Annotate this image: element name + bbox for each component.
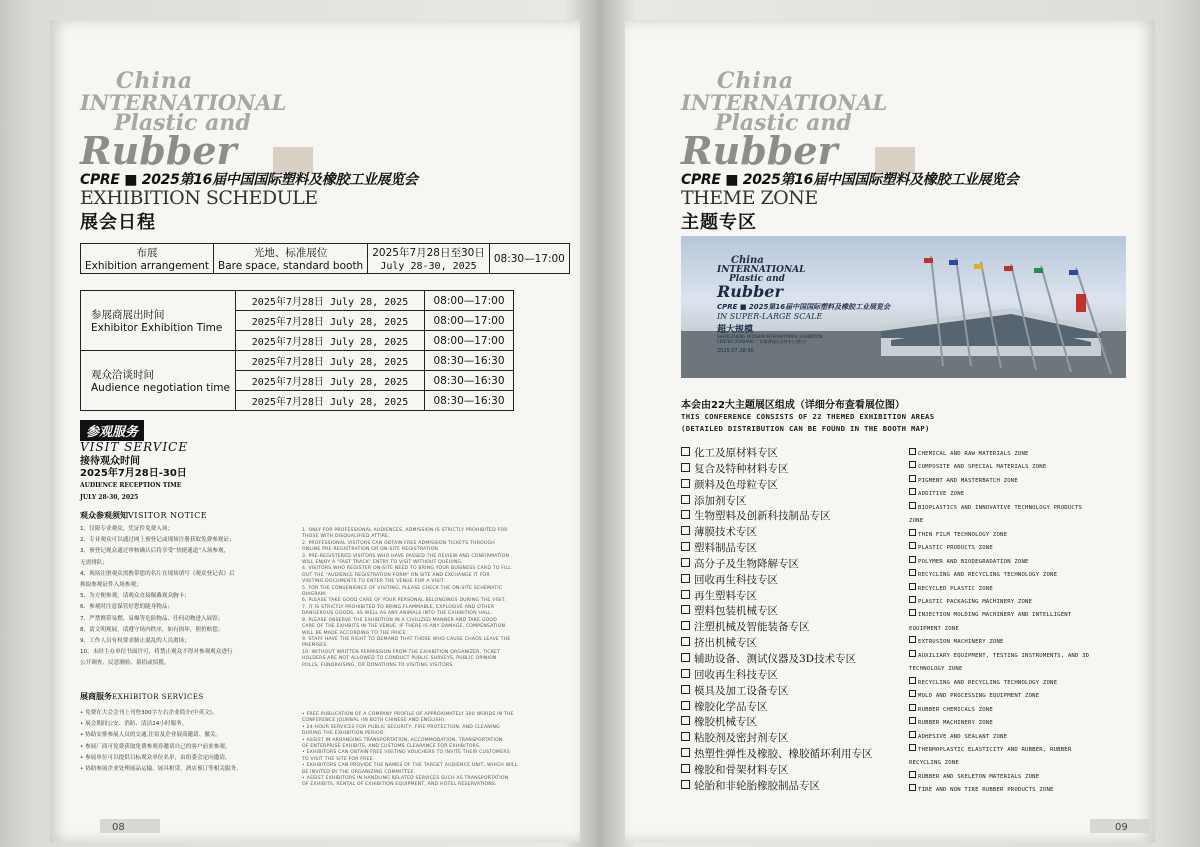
exhibitor-services-cn — [80, 708, 295, 775]
zone-list-cn — [681, 446, 911, 795]
visitor-notice-cn — [80, 524, 295, 670]
checkbox-icon — [681, 701, 690, 710]
zone-item-en — [909, 757, 1139, 770]
service-line: • 参展单位可以提供目标观众单位名单，由组委会定向邀请。 — [80, 754, 231, 761]
notice-line: 6、参观时注意保管好您的随身物品； — [80, 604, 174, 611]
zone-intro-en-line-2: (DETAILED DISTRIBUTION CAN BE FOUND IN THE BOOTH MAP) — [681, 424, 930, 433]
table-cell-time: 08:00—17:00 — [425, 331, 514, 351]
arrange-label: 布展 Exhibition arrangement — [81, 244, 214, 274]
notice-line: 公开调查、民意测验、募捐或招揽。 — [80, 660, 170, 667]
service-line: • 协助安排参展人员的交通,住宿及企业展商邀请、撤关。 — [80, 732, 222, 739]
notice-line-en: HOLDERS ARE NOT ALLOWED TO CONDUCT PUBLIC SURVEYS, PUBLIC OPINION — [302, 656, 497, 662]
notice-line: 1、仅限专业观众，凭证件免费入场； — [80, 526, 174, 532]
notice-line: 7、严禁携带易燃、易爆等危险物品、任何动物进入展馆； — [80, 615, 224, 622]
zone-item-label: 高分子及生物降解专区 — [694, 557, 799, 570]
service-line-en: OF ENTERPRISE EXHIBITS, AND CUSTOMS CLEARANCE FOR EXHIBITORS. — [302, 744, 481, 750]
notice-line-en: THOSE WITH DISQUALIFIED ATTIRE. — [302, 534, 390, 540]
zone-item — [681, 763, 911, 779]
checkbox-icon — [681, 605, 690, 614]
brand-line-4: Rubber — [681, 128, 838, 173]
exhibitor-services-en — [302, 712, 532, 789]
zone-item — [681, 636, 911, 652]
banner-tagline-cn: 超大规模 — [717, 325, 754, 335]
notice-line-en: 4. VISITORS WHO REGISTER ON-SITE NEED TO BRING YOUR BUSINESS CARD TO FILL — [302, 566, 512, 572]
checkbox-icon — [909, 461, 916, 468]
audience-label: 观众洽谈时间 Audience negotiation time — [81, 351, 236, 411]
checkbox-icon — [681, 621, 690, 630]
zone-item — [681, 684, 911, 700]
notice-line: 2、专业观众可以通过网上预登记或现场注册获取免费参观证； — [80, 537, 235, 544]
zone-item-en-label: RUBBER CHEMICALS ZONE — [918, 706, 993, 713]
zone-item-en — [909, 771, 1139, 784]
arrangement-table — [80, 243, 570, 274]
zone-item-en-label: ZONE — [909, 518, 924, 525]
zone-item — [681, 652, 911, 668]
zone-item-en-label: TECHNOLOGY ZONE — [909, 666, 963, 673]
service-line-en: CONFERENCE JOURNAL (IN BOTH CHINESE AND ENGLISH). — [302, 718, 446, 724]
zone-item-en-label: RECYCLING AND RECYCLING TECHNOLOGY ZONE — [918, 572, 1058, 579]
notice-line-en: DIAGRAM. — [302, 592, 327, 598]
zone-item-en — [909, 556, 1139, 569]
zone-intro-en-line-1: THIS CONFERENCE CONSISTS OF 22 THEMED EXHIBITION AREAS — [681, 412, 935, 421]
zone-item — [681, 446, 911, 462]
checkbox-icon — [909, 731, 916, 738]
checkbox-icon — [681, 764, 690, 773]
zone-item-en-label: EXTRUSION MACHINERY ZONE — [918, 639, 1004, 646]
zone-item-en-label: MOLD AND PROCESSING EQUIPMENT ZONE — [918, 693, 1040, 700]
section-title-en: THEME ZONE — [681, 187, 818, 209]
zone-item-en — [909, 650, 1139, 663]
notice-line-en: 1. ONLY FOR PROFESSIONAL AUDIENCES, ADMISSION IS STRICTLY PROHIBITED FOR — [302, 528, 508, 533]
banner-exhibition-name: CPRE ■ 2025第16届中国国际塑料及橡胶工业展览会 — [717, 303, 891, 311]
checkbox-icon — [681, 558, 690, 567]
banner-date: 2025.07.28-30 — [717, 348, 754, 354]
zone-item-label: 生物塑料及创新科技制品专区 — [694, 510, 831, 523]
zone-item-en-label: ADDITIVE ZONE — [918, 491, 965, 498]
banner-line-3: Plastic and — [729, 274, 785, 284]
brand-line-3: Plastic and — [114, 110, 251, 136]
section-title-en: EXHIBITION SCHEDULE — [80, 187, 318, 209]
checkbox-icon — [681, 637, 690, 646]
zone-item-label: 轮胎和非轮胎橡胶制品专区 — [694, 779, 820, 792]
zone-item-en — [909, 448, 1139, 461]
notice-line-en: ONLINE PRE-REGISTRATION OR ON-SITE REGISTRATION. — [302, 547, 440, 553]
notice-line-en: CARE OF THE EXHIBITS IN THE VENUE. IF THERE IS ANY DAMAGE, COMPENSATION — [302, 624, 506, 630]
checkbox-icon — [681, 479, 690, 488]
checkbox-icon — [909, 569, 916, 576]
service-line: • 展会期间公安、消防、清洁24小时服务。 — [80, 721, 188, 728]
zone-item-en-label: THIN FILM TECHNOLOGY ZONE — [918, 531, 1008, 538]
timing-table — [80, 290, 514, 411]
section-title-cn: 展会日程 — [80, 212, 156, 233]
exhibitor-label: 参展商展出时间 Exhibitor Exhibition Time — [81, 291, 236, 351]
zone-item-label: 回收再生科技专区 — [694, 668, 778, 681]
notice-line: 8、请文明观展，请遵守场内秩序，如有损坏，照价赔偿； — [80, 626, 224, 633]
zone-item — [681, 557, 911, 573]
zone-item-en — [909, 690, 1139, 703]
zone-item-label: 化工及原材料专区 — [694, 447, 778, 459]
checkbox-icon — [681, 542, 690, 551]
service-line-en: DURING THE EXHIBITION PERIOD. — [302, 731, 386, 737]
zone-item-en-label: RECYCLING ZONE — [909, 760, 959, 767]
zone-item — [681, 525, 911, 541]
zone-item-en — [909, 744, 1139, 757]
visit-service-title: VISIT SERVICE — [80, 440, 189, 454]
zone-item-label: 粘胶剂及密封剂专区 — [694, 732, 789, 745]
checkbox-icon — [909, 502, 916, 509]
checkbox-icon — [681, 748, 690, 757]
notice-line-en: 3. PRE-REGISTERED VISITORS WHO HAVE PASSED THE REVIEW AND CONFIRMATION — [302, 553, 510, 559]
checkbox-icon — [909, 529, 916, 536]
exhibition-name: CPRE ■ 2025第16届中国国际塑料及橡胶工业展览会 — [681, 172, 1019, 188]
visitor-notice-en — [302, 528, 532, 669]
zone-item-en-label: RECYCLING AND RECYCLING TECHNOLOGY ZONE — [918, 679, 1058, 686]
zone-item-en-label: RECYCLED PLASTIC ZONE — [918, 585, 993, 592]
zone-item — [681, 620, 911, 636]
zone-item-label: 模具及加工设备专区 — [694, 684, 789, 697]
zone-item-en-label: POLYMER AND BIODEGRADATION ZONE — [918, 558, 1029, 565]
zone-item — [681, 715, 911, 731]
zone-item-en-label: COMPOSITE AND SPECIAL MATERIALS ZONE — [918, 464, 1047, 471]
zone-item-en-label: CHEMICAL AND RAW MATERIALS ZONE — [918, 451, 1029, 457]
zone-item-en-label: BIOPLASTICS AND INNOVATIVE TECHNOLOGY PRODUCTS — [918, 504, 1083, 511]
banner-tagline: IN SUPER-LARGE SCALE — [717, 312, 823, 321]
zone-item-en — [909, 502, 1139, 515]
zone-item-label: 添加剂专区 — [694, 494, 747, 507]
checkbox-icon — [681, 463, 690, 472]
zone-item-en — [909, 731, 1139, 744]
banner-line-4: Rubber — [717, 282, 783, 301]
left-page — [50, 20, 580, 842]
checkbox-icon — [909, 636, 916, 643]
service-line-en: • FREE PUBLICATION OF A COMPANY PROFILE OF APPROXIMATELY 300 WORDS IN THE — [302, 712, 514, 717]
notice-line-en: WILL BE MADE ACCORDING TO THE PRICE. — [302, 630, 408, 636]
brand-line-2: INTERNATIONAL — [681, 90, 888, 115]
zone-intro-en — [681, 411, 934, 435]
notice-line-en: 9. STAFF HAVE THE RIGHT TO DEMAND THAT THOSE WHO CAUSE CHAOS LEAVE THE — [302, 636, 511, 642]
table-cell-date: 2025年7月28日 July 28, 2025 — [236, 311, 425, 331]
checkbox-icon — [681, 447, 690, 456]
notice-line-en: POLLS, FUNDRAISING, OR DONATIONS TO VISITING VISITORS. — [302, 662, 455, 668]
zone-item-label: 橡胶和骨架材料专区 — [694, 763, 789, 776]
zone-item-label: 再生塑料专区 — [694, 589, 757, 602]
notice-line-en: 10. WITHOUT WRITTEN PERMISSION FROM THE EXHIBITION ORGANIZER, TICKET — [302, 649, 501, 655]
table-cell-date: 2025年7月28日 July 28, 2025 — [236, 391, 425, 411]
service-line-en: OF EXHIBITS, RENTAL OF EXHIBITION EQUIPMENT, AND HOTEL RESERVATIONS. — [302, 782, 497, 788]
page-number: 08 — [112, 822, 125, 833]
reception-title: 接待观众时间 — [80, 456, 140, 467]
reception-block — [80, 456, 187, 504]
checkbox-icon — [909, 609, 916, 616]
checkbox-icon — [681, 510, 690, 519]
checkbox-icon — [909, 690, 916, 697]
zone-item — [681, 478, 911, 494]
zone-item-label: 注塑机械及智能装备专区 — [694, 621, 810, 634]
zone-item-en — [909, 542, 1139, 555]
zone-item — [681, 604, 911, 620]
arrange-date: 2025年7月28日至30日 July 28-30, 2025 — [368, 244, 490, 274]
notice-line-en: 7. IT IS STRICTLY PROHIBITED TO BRING FLAMMABLE, EXPLOSIVE AND OTHER — [302, 604, 495, 610]
notice-line: 10、未经主办单位书面许可，将禁止观众不得对参观观众进行 — [80, 649, 233, 656]
zone-item-en-label: INJECTION MOLDING MACHINERY AND INTELLIGENT — [918, 612, 1072, 619]
notice-line: 5、为方便参观，请观众直接佩戴观众胸卡； — [80, 593, 190, 600]
service-line-en: • ASSIST IN ARRANGING TRANSPORTATION, ACCOMMODATION, TRANSPORTATION — [302, 737, 503, 743]
zone-item — [681, 668, 911, 684]
zone-item-en-label: EQUIPMENT ZONE — [909, 625, 959, 632]
service-line: • 免费在大会会刊上刊登300字左右企业简介(中英文)。 — [80, 710, 218, 716]
checkbox-icon — [909, 704, 916, 711]
zone-item — [681, 731, 911, 747]
brand-line-1: China — [717, 68, 795, 94]
service-line: • 协助参展企业处理展品运输、展具租赁、酒店预订等相关服务。 — [80, 766, 242, 773]
notice-line-en: PREMISES. — [302, 643, 329, 649]
zone-item-en-label: PIGMENT AND MASTERBATCH ZONE — [918, 477, 1018, 484]
checkbox-icon — [909, 596, 916, 603]
notice-line: 3、预登记观众通过审核确认后将享受“快捷通道”入场参观， — [80, 548, 230, 555]
notice-line: 无需排队； — [80, 559, 108, 566]
zone-item-label: 橡胶化学品专区 — [694, 700, 768, 713]
checkbox-icon — [909, 744, 916, 751]
notice-line-en: 2. PROFESSIONAL VISITORS CAN OBTAIN FREE ADMISSION TICKETS THROUGH — [302, 540, 495, 546]
notice-line-en: WILL ENJOY A "FAST TRACK" ENTRY TO VISIT WITHOUT QUEUING. — [302, 560, 463, 566]
brand-line-1: China — [116, 68, 194, 94]
zone-item — [681, 541, 911, 557]
zone-item-en-label: AUXILIARY EQUIPMENT, TESTING INSTRUMENTS, AND 3D — [918, 652, 1090, 659]
checkbox-icon — [909, 556, 916, 563]
zone-item-label: 回收再生科技专区 — [694, 573, 778, 586]
checkbox-icon — [909, 650, 916, 657]
zone-item-en-label: RUBBER MACHINERY ZONE — [918, 720, 993, 727]
zone-item-en — [909, 663, 1139, 676]
zone-item-en — [909, 623, 1139, 636]
zone-item-en — [909, 488, 1139, 501]
zone-item-en — [909, 717, 1139, 730]
service-line-en: • EXHIBITORS CAN PROVIDE THE NAMES OF THE TARGET AUDIENCE UNIT, WHICH WILL — [302, 763, 518, 769]
checkbox-icon — [681, 716, 690, 725]
zone-item-en — [909, 596, 1139, 609]
zone-item-en — [909, 609, 1139, 622]
checkbox-icon — [681, 495, 690, 504]
zone-item-en — [909, 677, 1139, 690]
page-number: 09 — [1115, 822, 1128, 833]
table-cell-time: 08:00—17:00 — [425, 311, 514, 331]
zone-item-en-label: PLASTIC PACKAGING MACHINERY ZONE — [918, 598, 1033, 605]
notice-line-en: 6. PLEASE TAKE GOOD CARE OF YOUR PERSONAL BELONGINGS DURING THE VISIT. — [302, 598, 506, 604]
reception-title-en: AUDIENCE RECEPTION TIME — [80, 482, 182, 489]
visitor-notice-heading: 观众参观须知VISITOR NOTICE — [80, 511, 208, 520]
checkbox-icon — [909, 475, 916, 482]
zone-item-label: 塑料制品专区 — [694, 542, 757, 555]
page-number-bar — [100, 819, 160, 833]
checkbox-icon — [909, 542, 916, 549]
zone-item-label: 橡胶机械专区 — [694, 716, 757, 729]
service-line-en: • ASSIST EXHIBITORS IN HANDLING RELATED SERVICES SUCH AS TRANSPORTATION — [302, 776, 509, 782]
banner-line-1: China — [731, 255, 764, 266]
service-line-en: TO VISIT THE SITE FOR FREE. — [302, 756, 375, 762]
checkbox-icon — [909, 583, 916, 590]
checkbox-icon — [681, 574, 690, 583]
table-cell-time: 08:00—17:00 — [425, 291, 514, 311]
zone-item-en — [909, 784, 1139, 797]
section-title-cn: 主题专区 — [681, 212, 757, 233]
zone-item-en-label: PLASTIC PRODUCTS ZONE — [918, 545, 993, 552]
service-line: • 参展厂商可免费获取免费参观券邀请自己的客户前来参观。 — [80, 743, 231, 750]
zone-item-label: 复合及特种材料专区 — [694, 462, 789, 475]
notice-line: 9、工作人员有权要求制止混乱的人员离场； — [80, 638, 190, 645]
brand-line-3: Plastic and — [715, 110, 852, 136]
zone-item — [681, 509, 911, 525]
notice-line: 换取参观证件入场参观； — [80, 582, 142, 589]
checkbox-icon — [681, 653, 690, 662]
arrange-time: 08:30—17:00 — [489, 244, 569, 274]
zone-item-en — [909, 636, 1139, 649]
zone-item — [681, 747, 911, 763]
service-line-en: BE INVITED BY THE ORGANIZING COMMITTEE. — [302, 769, 416, 775]
zone-item — [681, 494, 911, 510]
table-cell-time: 08:30—16:30 — [425, 351, 514, 371]
table-cell-date: 2025年7月28日 July 28, 2025 — [236, 351, 425, 371]
zone-item-label: 热塑性弹性及橡胶、橡胶循环利用专区 — [694, 748, 873, 761]
banner-venue: SHENGZHENG MODERN INTERNATIONAL EXHIBITION CENTER (FOSHAN) 广东潭洲国际会展中心(佛山) — [717, 334, 823, 344]
table-cell-time: 08:30—16:30 — [425, 371, 514, 391]
notice-line-en: DANGEROUS GOODS, AS WELL AS ANY ANIMALS INTO THE EXHIBITION HALL. — [302, 611, 493, 617]
checkbox-icon — [681, 685, 690, 694]
service-line-en: • 24-HOUR SERVICES FOR PUBLIC SECURITY, FIRE PROTECTION, AND CLEANING — [302, 724, 500, 730]
reception-date-en: JULY 28-30, 2025 — [80, 494, 139, 501]
table-cell-date: 2025年7月28日 July 28, 2025 — [236, 291, 425, 311]
banner-line-2: INTERNATIONAL — [717, 265, 806, 275]
zone-item-en — [909, 461, 1139, 474]
notice-line-en: 5. FOR THE CONVENIENCE OF VISITING, PLEASE CHECK THE ON-SITE SCHEMATIC — [302, 585, 503, 591]
venue-photo-banner — [681, 236, 1126, 378]
zone-item — [681, 589, 911, 605]
brand-line-2: INTERNATIONAL — [80, 90, 287, 115]
zone-item-label: 塑料包装机械专区 — [694, 605, 778, 618]
brand-line-4: Rubber — [80, 128, 237, 173]
notice-line-en: 8. PLEASE OBSERVE THE EXHIBITION IN A CIVILIZED MANNER AND TAKE GOOD — [302, 617, 497, 623]
zone-item-en-label: THERMOPLASTIC ELASTICITY AND RUBBER, RUBBER — [918, 746, 1072, 753]
zone-item-label: 辅助设备、测试仪器及3D技术专区 — [694, 652, 857, 665]
arrange-space: 光地、标准展位 Bare space, standard booth — [214, 244, 368, 274]
checkbox-icon — [909, 448, 916, 455]
zone-item-en — [909, 569, 1139, 582]
zone-intro-cn: 本会由22大主题展区组成（详细分布查看展位图） — [681, 400, 905, 411]
zone-item-en — [909, 583, 1139, 596]
zone-item-en — [909, 704, 1139, 717]
exhibitor-services-heading: 展商服务EXHIBITOR SERVICES — [80, 692, 204, 701]
checkbox-icon — [909, 717, 916, 724]
checkbox-icon — [909, 677, 916, 684]
reception-date: 2025年7月28日-30日 — [80, 468, 187, 479]
zone-item-label: 挤出机械专区 — [694, 637, 757, 650]
zone-item-label: 颜料及色母粒专区 — [694, 478, 778, 491]
zone-item-en — [909, 515, 1139, 528]
zone-item-en — [909, 475, 1139, 488]
checkbox-icon — [681, 780, 690, 789]
zone-item-en-label: ADHESIVE AND SEALANT ZONE — [918, 733, 1008, 740]
right-page — [625, 20, 1155, 842]
zone-item-en-label: RUBBER AND SKELETON MATERIALS ZONE — [918, 773, 1040, 780]
service-line-en: • EXHIBITORS CAN OBTAIN FREE VISITING VOUCHERS TO INVITE THEIR CUSTOMERS — [302, 750, 510, 756]
checkbox-icon — [909, 771, 916, 778]
checkbox-icon — [681, 526, 690, 535]
checkbox-icon — [681, 590, 690, 599]
checkbox-icon — [681, 669, 690, 678]
notice-line-en: VISITING DOCUMENTS TO ENTER THE VENUE FOR A VISIT. — [302, 579, 446, 585]
zone-item — [681, 573, 911, 589]
zone-item — [681, 462, 911, 478]
zone-item-en-label: TIRE AND NON TIRE RUBBER PRODUCTS ZONE — [918, 787, 1054, 794]
checkbox-icon — [909, 488, 916, 495]
zone-item — [681, 779, 911, 795]
zone-list-en — [909, 448, 1139, 798]
notice-line: 4、现场注册观众需携带您的名片在现场填写《观众登记表》后 — [80, 570, 235, 577]
exhibition-name: CPRE ■ 2025第16届中国国际塑料及橡胶工业展览会 — [80, 172, 418, 188]
table-cell-date: 2025年7月28日 July 28, 2025 — [236, 331, 425, 351]
checkbox-icon — [909, 784, 916, 791]
table-cell-time: 08:30—16:30 — [425, 391, 514, 411]
zone-item-label: 薄膜技术专区 — [694, 526, 757, 539]
checkbox-icon — [681, 732, 690, 741]
visit-service-badge: 参观服务 — [80, 420, 144, 441]
zone-item — [681, 700, 911, 716]
table-cell-date: 2025年7月28日 July 28, 2025 — [236, 371, 425, 391]
zone-item-en — [909, 529, 1139, 542]
notice-line-en: OUT THE "AUDIENCE REGISTRATION FORM" ON SITE AND EXCHANGE IT FOR — [302, 572, 490, 578]
